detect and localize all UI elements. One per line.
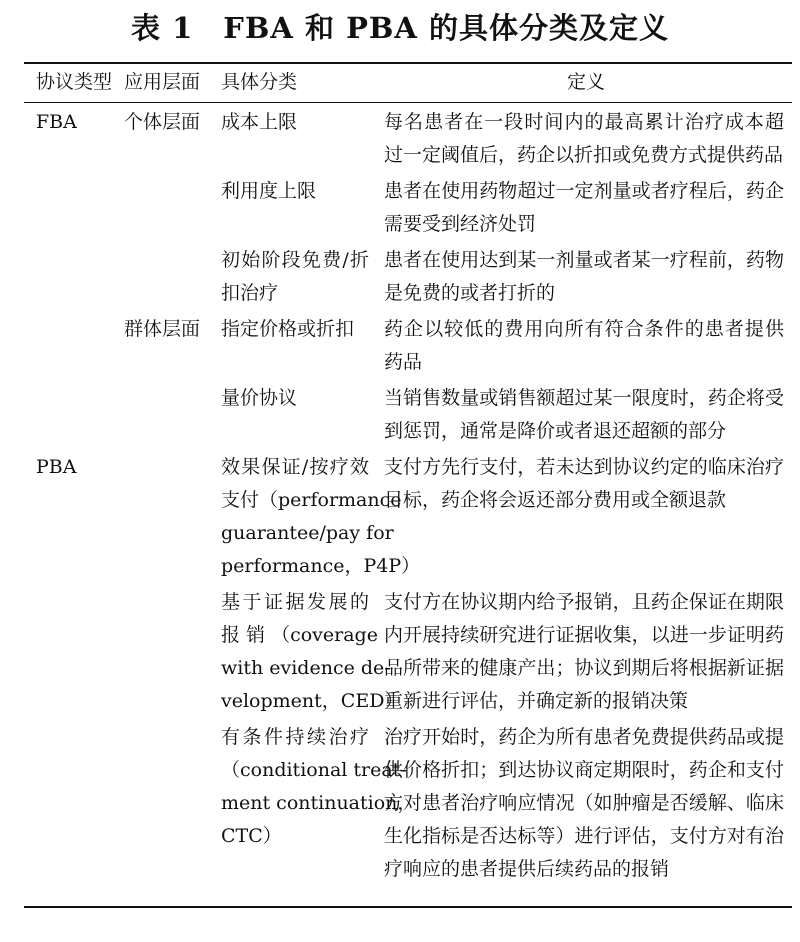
row-definition — [384, 313, 784, 379]
definition-line: 患者在使用药物超过一定剂量或者疗程后，药企 — [384, 180, 784, 202]
definition-line: 药品 — [384, 351, 423, 373]
definition-line: 生化指标是否达标等）进行评估，支付方对有治 — [384, 825, 784, 847]
category-line: performance，P4P） — [221, 555, 421, 577]
table-top-rule — [24, 62, 792, 64]
category-line: 报 销 （coverage — [221, 624, 378, 646]
header-definition: 定义 — [566, 71, 605, 93]
header-rule — [24, 102, 792, 103]
definition-line: 重新进行评估，并确定新的报销决策 — [384, 690, 689, 712]
definition-line: 供价格折扣；到达协议商定期限时，药企和支付 — [384, 759, 784, 781]
category-line: （conditional treat- — [221, 759, 407, 781]
definition-line: 支付方在协议期内给予报销，且药企保证在期限 — [384, 591, 784, 613]
category-line: with evidence de- — [221, 657, 391, 679]
category-line: 成本上限 — [221, 111, 298, 133]
category-line: 初始阶段免费/折 — [221, 249, 369, 271]
row-definition — [384, 586, 784, 718]
table-bottom-rule — [24, 906, 792, 908]
row-category — [221, 586, 404, 718]
row-level: 个体层面 — [124, 111, 201, 133]
definition-line: 药企以较低的费用向所有符合条件的患者提供 — [384, 318, 784, 340]
row-category — [221, 382, 369, 415]
definition-line: 品所带来的健康产出；协议到期后将根据新证据 — [384, 657, 784, 679]
definition-line: 方对患者治疗响应情况（如肿瘤是否缓解、临床 — [384, 792, 784, 814]
row-definition — [384, 244, 784, 310]
category-line: 扣治疗 — [221, 282, 279, 304]
row-definition — [384, 175, 784, 241]
definition-line: 需要受到经济处罚 — [384, 213, 537, 235]
row-definition — [384, 382, 784, 448]
category-line: 效果保证/按疗效 — [221, 456, 369, 478]
definition-line: 支付方先行支付，若未达到协议约定的临床治疗 — [384, 456, 784, 478]
header-category: 具体分类 — [221, 71, 298, 93]
row-category — [221, 721, 417, 853]
table-title: 表 1 FBA 和 PBA 的具体分类及定义 — [131, 11, 669, 45]
row-category — [221, 244, 369, 310]
definition-line: 当销售数量或销售额超过某一限度时，药企将受 — [384, 387, 784, 409]
row-agreement-type: FBA — [36, 111, 77, 133]
category-line: 指定价格或折扣 — [221, 318, 355, 340]
category-line: CTC） — [221, 825, 282, 847]
row-category — [221, 313, 369, 346]
category-line: 支付（performance — [221, 489, 402, 511]
category-line: 有条件持续治疗 — [221, 726, 369, 748]
row-definition — [384, 106, 784, 172]
header-level: 应用层面 — [124, 71, 201, 93]
category-line: 利用度上限 — [221, 180, 317, 202]
row-agreement-type: PBA — [36, 456, 77, 478]
definition-line: 到惩罚，通常是降价或者退还超额的部分 — [384, 420, 727, 442]
definition-line: 疗响应的患者提供后续药品的报销 — [384, 858, 670, 880]
definition-line: 目标，药企将会返还部分费用或全额退款 — [384, 489, 727, 511]
category-line: 基于证据发展的 — [221, 591, 369, 613]
definition-line: 患者在使用达到某一剂量或者某一疗程前，药物 — [384, 249, 784, 271]
definition-line: 是免费的或者打折的 — [384, 282, 556, 304]
row-definition — [384, 721, 784, 886]
category-line: guarantee/pay for — [221, 522, 394, 544]
definition-line: 过一定阈值后，药企以折扣或免费方式提供药品 — [384, 144, 784, 166]
row-definition — [384, 451, 784, 517]
row-category — [221, 451, 421, 583]
definition-line: 治疗开始时，药企为所有患者免费提供药品或提 — [384, 726, 784, 748]
definition-line: 每名患者在一段时间内的最高累计治疗成本超 — [384, 111, 784, 133]
category-line: ment continuation， — [221, 792, 417, 814]
row-category — [221, 106, 369, 139]
definition-line: 内开展持续研究进行证据收集，以进一步证明药 — [384, 624, 784, 646]
row-category — [221, 175, 369, 208]
category-line: 量价协议 — [221, 387, 298, 409]
category-line: velopment，CED） — [221, 690, 404, 712]
header-agreement-type: 协议类型 — [36, 71, 113, 93]
row-level: 群体层面 — [124, 318, 201, 340]
